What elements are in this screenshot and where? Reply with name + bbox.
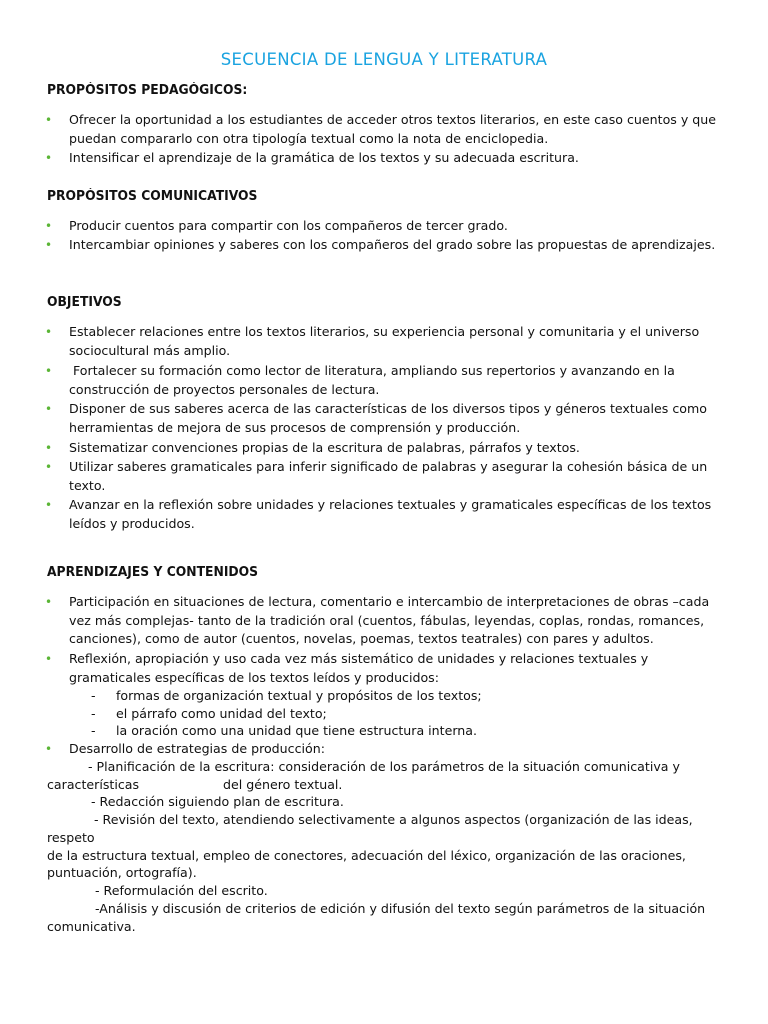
bullet-icon: • bbox=[45, 460, 53, 474]
production-revision-cont: respeto bbox=[47, 830, 95, 845]
list-item: Participación en situaciones de lectura, comentario e intercambio de interpretaciones de obras –cada vez más complejas- tanto de la tradición oral (cuentos, fábulas, leyendas, coplas, rondas, romances, canciones), como de autor (cuentos, novelas, poemas, textos teatrales) con pares y adultos. bbox=[69, 594, 710, 646]
list-item: Reflexión, apropiación y uso cada vez más sistemático de unidades y relaciones textuales y gramaticales específicas de los textos leídos y producidos: bbox=[69, 651, 649, 685]
list-item: Disponer de sus saberes acerca de las características de los diversos tipos y géneros textuales como herramientas de mejora de sus procesos de comprensión y producción. bbox=[69, 401, 707, 435]
bullet-icon: • bbox=[45, 151, 53, 165]
list-item: Sistematizar convenciones propias de la escritura de palabras, párrafos y textos. bbox=[69, 440, 580, 455]
bullet-icon: • bbox=[45, 219, 53, 233]
bullet-icon: • bbox=[45, 652, 53, 666]
production-revision: - Revisión del texto, atendiendo selectivamente a algunos aspectos (organización de las ideas, bbox=[94, 812, 693, 827]
list-item: Intensificar el aprendizaje de la gramática de los textos y su adecuada escritura. bbox=[69, 150, 579, 165]
production-analisis-cont: comunicativa. bbox=[47, 919, 136, 934]
dash-marker: - bbox=[91, 706, 96, 721]
section-heading-propositos-comunicativos: PROPÓSITOS COMUNICATIVOS bbox=[47, 189, 258, 204]
bullet-icon: • bbox=[45, 325, 53, 339]
production-planificacion: - Planificación de la escritura: consideración de los parámetros de la situación comunicativa y bbox=[88, 759, 680, 774]
bullet-icon: • bbox=[45, 498, 53, 512]
production-revision-cont: puntuación, ortografía). bbox=[47, 865, 197, 880]
section-heading-propositos-pedagogicos: PROPÓSITOS PEDAGÓGICOS: bbox=[47, 83, 248, 98]
production-revision-cont: de la estructura textual, empleo de conectores, adecuación del léxico, organización de las oraciones, bbox=[47, 848, 686, 863]
dash-marker: - bbox=[91, 723, 96, 738]
bullet-icon: • bbox=[45, 402, 53, 416]
page-title: SECUENCIA DE LENGUA Y LITERATURA bbox=[220, 50, 548, 69]
bullet-icon: • bbox=[45, 238, 53, 252]
list-item: Intercambiar opiniones y saberes con los compañeros del grado sobre las propuestas de aprendizajes. bbox=[69, 237, 716, 252]
section-heading-objetivos: OBJETIVOS bbox=[47, 295, 122, 310]
production-redaccion: - Redacción siguiendo plan de escritura. bbox=[91, 794, 344, 809]
bullet-icon: • bbox=[45, 742, 53, 756]
production-analisis: -Análisis y discusión de criterios de edición y difusión del texto según parámetros de la situación bbox=[95, 901, 706, 916]
section-heading-aprendizajes: APRENDIZAJES Y CONTENIDOS bbox=[47, 565, 259, 580]
production-reformulacion: - Reformulación del escrito. bbox=[95, 883, 268, 898]
bullet-icon: • bbox=[45, 441, 53, 455]
sub-list-item: el párrafo como unidad del texto; bbox=[116, 706, 327, 721]
production-planificacion-cont: características del género textual. bbox=[47, 777, 343, 792]
bullet-icon: • bbox=[45, 364, 53, 378]
sub-list-item: la oración como una unidad que tiene estructura interna. bbox=[116, 723, 478, 738]
list-item: Utilizar saberes gramaticales para inferir significado de palabras y asegurar la cohesión básica de un texto. bbox=[69, 459, 708, 493]
dash-marker: - bbox=[91, 688, 96, 703]
list-item: Establecer relaciones entre los textos literarios, su experiencia personal y comunitaria y el universo sociocultural más amplio. bbox=[69, 324, 700, 358]
list-item: Producir cuentos para compartir con los compañeros de tercer grado. bbox=[69, 218, 508, 233]
list-item: Ofrecer la oportunidad a los estudiantes de acceder otros textos literarios, en este caso cuentos y que puedan compararlo con otra tipología textual como la nota de enciclopedia. bbox=[69, 112, 717, 146]
sub-list-item: formas de organización textual y propósitos de los textos; bbox=[116, 688, 482, 703]
list-item: Fortalecer su formación como lector de literatura, ampliando sus repertorios y avanzando en la construcción de proyectos personales de lectura. bbox=[69, 363, 679, 397]
list-item: Avanzar en la reflexión sobre unidades y relaciones textuales y gramaticales específicas de los textos leídos y producidos. bbox=[69, 497, 712, 531]
bullet-icon: • bbox=[45, 113, 53, 127]
list-item: Desarrollo de estrategias de producción: bbox=[69, 741, 325, 756]
bullet-icon: • bbox=[45, 595, 53, 609]
